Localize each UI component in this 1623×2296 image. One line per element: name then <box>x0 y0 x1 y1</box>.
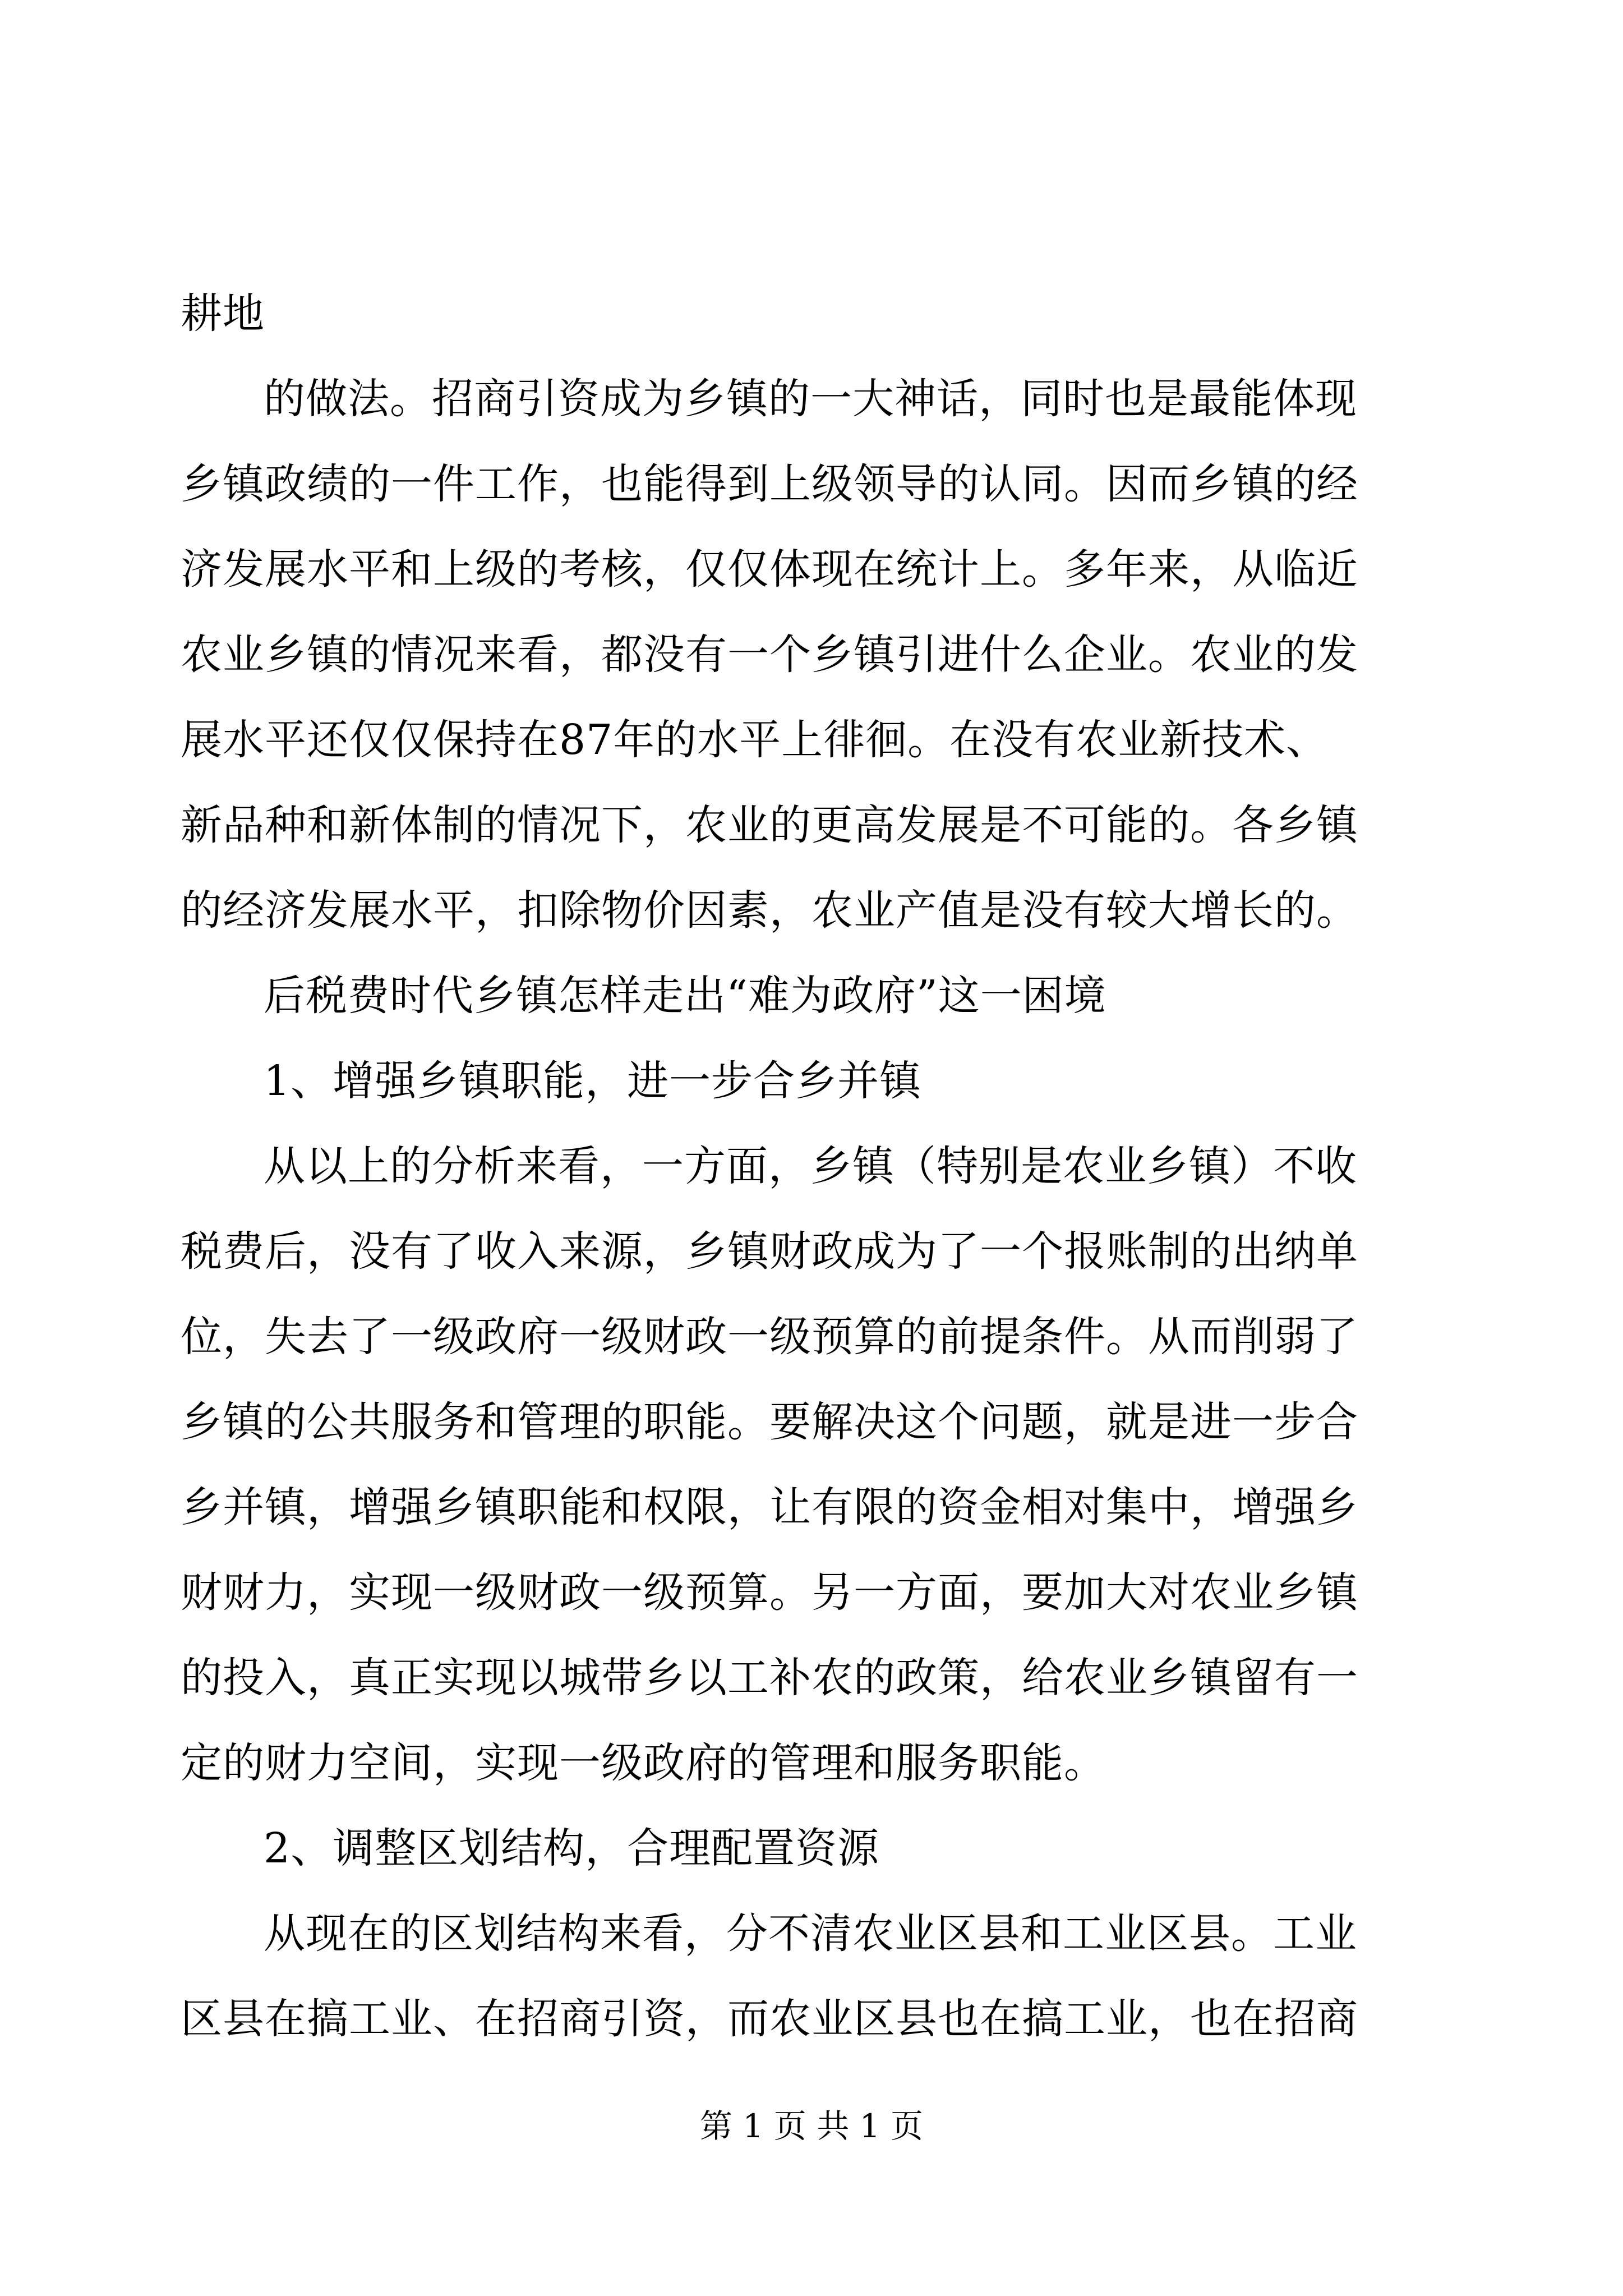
text-line-4: 济发展水平和上级的考核，仅仅体现在统计上。多年来，从临近 <box>181 545 1358 593</box>
text-line-3: 乡镇政绩的一件工作，也能得到上级领导的认同。因而乡镇的经 <box>181 460 1358 508</box>
text-line-14: 乡镇的公共服务和管理的职能。要解决这个问题，就是进一步合 <box>181 1398 1358 1446</box>
text-line-7: 新品种和新体制的情况下，农业的更高发展是不可能的。各乡镇 <box>181 801 1358 849</box>
text-line-2: 的做法。招商引资成为乡镇的一大神话，同时也是最能体现 <box>264 375 1357 423</box>
text-line-1: 耕地 <box>181 289 265 338</box>
text-line-15: 乡并镇，增强乡镇职能和权限，让有限的资金相对集中，增强乡 <box>181 1483 1358 1531</box>
subheading-2: 2、调整区划结构，合理配置资源 <box>264 1824 880 1872</box>
body-text <box>181 289 1426 2083</box>
text-line-8: 的经济发展水平，扣除物价因素，农业产值是没有较大增长的。 <box>181 886 1358 935</box>
text-line-16: 财财力，实现一级财政一级预算。另一方面，要加大对农业乡镇 <box>181 1568 1358 1617</box>
subheading-1: 1、增强乡镇职能，进一步合乡并镇 <box>264 1057 922 1105</box>
text-line-13: 位，失去了一级政府一级财政一级预算的前提条件。从而削弱了 <box>181 1313 1358 1361</box>
text-line-11: 从以上的分析来看，一方面，乡镇（特别是农业乡镇）不收 <box>264 1142 1357 1190</box>
text-line-21: 区县在搞工业、在招商引资，而农业区县也在搞工业，也在招商 <box>181 1995 1358 2043</box>
text-line-5: 农业乡镇的情况来看，都没有一个乡镇引进什么企业。农业的发 <box>181 631 1358 679</box>
page-footer: 第 1 页 共 1 页 <box>700 2107 923 2145</box>
text-line-18: 定的财力空间，实现一级政府的管理和服务职能。 <box>181 1739 1106 1787</box>
text-line-12: 税费后，没有了收入来源，乡镇财政成为了一个报账制的出纳单 <box>181 1227 1358 1276</box>
text-line-17: 的投入，真正实现以城带乡以工补农的政策，给农业乡镇留有一 <box>181 1654 1358 1702</box>
section-heading: 后税费时代乡镇怎样走出“难为政府”这一困境 <box>264 972 1106 1020</box>
text-line-6: 展水平还仅仅保持在87年的水平上徘徊。在没有农业新技术、 <box>181 716 1329 764</box>
text-line-20: 从现在的区划结构来看，分不清农业区县和工业区县。工业 <box>264 1910 1357 1958</box>
